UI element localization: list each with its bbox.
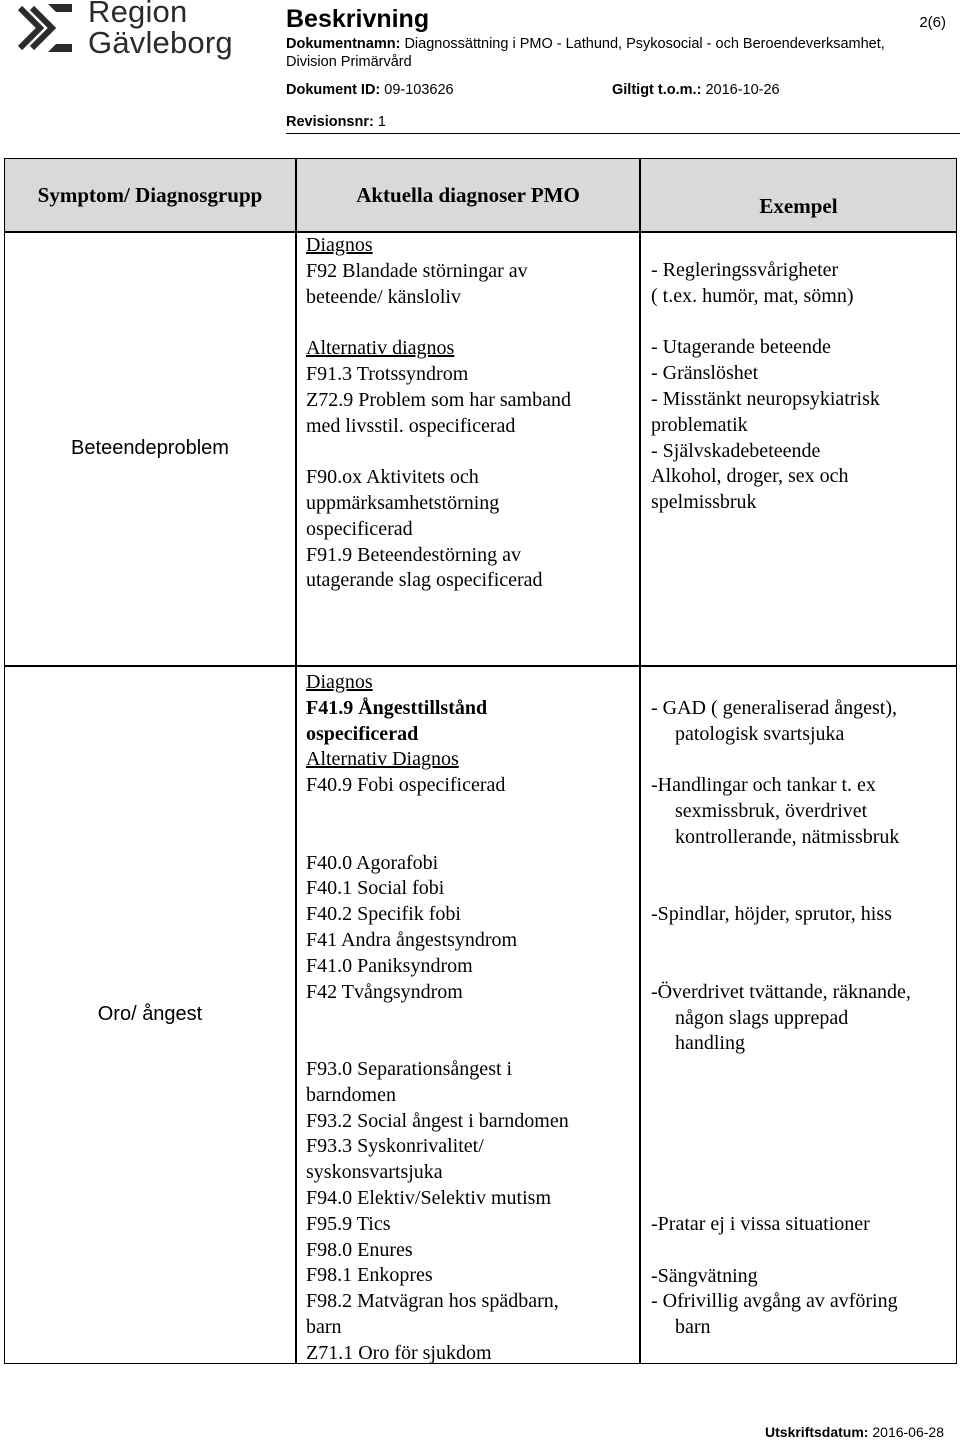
group-anxiety: Oro/ ångest [4,666,296,1364]
print-date-label: Utskriftsdatum: [765,1424,869,1440]
cell-line: spelmissbruk [651,491,757,514]
cell-line: patologisk svartsjuka [675,722,845,745]
row-behaviour-examples [640,232,957,666]
example-list [651,696,956,1341]
cell-line: problematik [651,413,748,436]
cell-line [651,1083,956,1109]
cell-line: syskonsvartsjuka [306,1161,443,1184]
diagnosis-table [4,158,957,1364]
row-behaviour-diagnoses [296,232,640,666]
cell-line: F91.3 Trotssyndrom [306,362,469,385]
cell-line [651,1160,956,1186]
page-number: 2(6) [919,14,946,31]
cell-line: F98.2 Matvägran hos spädbarn, [306,1290,559,1313]
cell-line: - Ofrivillig avgång av avföring [651,1290,898,1313]
diagnosis-list [306,670,639,1367]
cell-line: F41.9 Ångesttillstånd [306,696,488,719]
logo-wordmark [88,0,233,58]
cell-line: - Självskadebeteende [651,439,821,462]
cell-line [651,954,956,980]
column-header-examples: Exempel [640,158,957,232]
cell-line: - Regleringssvårigheter [651,259,839,281]
group-behaviour: Beteendeproblem [4,232,296,666]
cell-line [306,439,639,465]
cell-line: F40.9 Fobi ospecificerad [306,774,506,797]
cell-line: - Gränslöshet [651,362,759,385]
cell-line: kontrollerande, nätmissbruk [675,825,900,848]
cell-line [306,310,639,336]
region-logo-mark-icon [18,2,74,54]
cell-line [651,1238,956,1264]
document-id-value: 09-103626 [384,82,454,98]
cell-line: F41 Andra ångestsyndrom [306,928,518,951]
cell-line: F90.ox Aktivitets och [306,466,479,489]
cell-line [651,877,956,903]
revision-value: 1 [377,114,386,130]
print-date [765,1424,944,1440]
cell-line: -Sängvätning [651,1264,758,1287]
cell-line: -Spindlar, höjder, sprutor, hiss [651,903,892,926]
cell-line: någon slags upprepad [675,1006,849,1029]
revision-number [286,114,386,130]
cell-line: F93.3 Syskonrivalitet/ [306,1135,484,1158]
cell-line: F95.9 Tics [306,1212,391,1235]
example-list [651,258,956,516]
cell-line: beteende/ känsloliv [306,285,461,308]
logo-line-1: Region [88,0,188,29]
cell-line: -Överdrivet tvättande, räknande, [651,980,911,1003]
cell-line: ospecificerad [306,722,419,745]
cell-line: F40.1 Social fobi [306,877,445,900]
valid-until [612,82,780,98]
cell-line [651,1057,956,1083]
cell-line [306,1031,639,1057]
cell-line: F94.0 Elektiv/Selektiv mutism [306,1186,551,1209]
cell-line: handling [675,1032,745,1055]
document-id-label: Dokument ID: [286,82,381,98]
cell-line: F41.0 Paniksyndrom [306,954,473,977]
cell-line: Alkohol, droger, sex och [651,465,849,488]
valid-until-value: 2016-10-26 [705,82,780,98]
cell-line [651,1109,956,1135]
document-name-label: Dokumentnamn: [286,36,401,52]
cell-line: Diagnos [306,234,373,256]
cell-line: F98.0 Enures [306,1238,413,1261]
cell-line: - GAD ( generaliserad ångest), [651,697,898,719]
cell-line: F42 Tvångsyndrom [306,980,463,1003]
cell-line: Alternativ diagnos [306,337,455,360]
header-divider [286,133,960,134]
cell-line [651,928,956,954]
logo-line-2: Gävleborg [88,25,233,60]
diagnosis-list [306,233,639,594]
cell-line [306,799,639,825]
document-name-value: Diagnossättning i PMO - Lathund, Psykosocial - och Beroendeverksamhet, Division Primärvård [286,36,885,70]
cell-line: Diagnos [306,671,373,693]
cell-line: Z72.9 Problem som har samband [306,388,571,411]
document-id [286,82,454,98]
cell-line: barndomen [306,1083,396,1106]
cell-line [306,1005,639,1031]
cell-line: F91.9 Beteendestörning av [306,543,521,566]
row-anxiety-examples [640,666,957,1364]
column-header-diagnoses: Aktuella diagnoser PMO [296,158,640,232]
row-anxiety-diagnoses [296,666,640,1364]
cell-line: ( t.ex. humör, mat, sömn) [651,284,854,307]
revision-label: Revisionsnr: [286,114,374,130]
cell-line: -Handlingar och tankar t. ex [651,774,876,797]
cell-line [651,310,956,336]
cell-line: sexmissbruk, överdrivet [675,800,868,823]
print-date-value: 2016-06-28 [872,1424,944,1440]
cell-line: F93.2 Social ångest i barndomen [306,1109,569,1132]
valid-until-label: Giltigt t.o.m.: [612,82,702,98]
cell-line: F93.0 Separationsångest i [306,1057,513,1080]
cell-line [306,825,639,851]
cell-line: F40.0 Agorafobi [306,851,439,874]
cell-line: barn [306,1315,342,1338]
cell-line [651,1135,956,1161]
cell-line: Z71.1 Oro för sjukdom [306,1341,492,1364]
region-logo [18,0,238,62]
cell-line: -Pratar ej i vissa situationer [651,1212,870,1235]
cell-line [651,748,956,774]
cell-line: F98.1 Enkopres [306,1264,433,1287]
cell-line: ospecificerad [306,517,413,540]
cell-line: utagerande slag ospecificerad [306,569,543,592]
cell-line: - Utagerande beteende [651,336,831,359]
cell-line [651,851,956,877]
column-header-symptom: Symptom/ Diagnosgrupp [4,158,296,232]
cell-line: med livsstil. ospecificerad [306,414,516,437]
cell-line: Alternativ Diagnos [306,748,459,771]
cell-line: barn [675,1316,711,1339]
cell-line: F92 Blandade störningar av [306,259,528,282]
cell-line [651,1186,956,1212]
cell-line: F40.2 Specifik fobi [306,903,461,926]
cell-line: uppmärksamhetstörning [306,491,500,514]
document-name [286,35,926,71]
cell-line: - Misstänkt neuropsykiatrisk [651,387,880,410]
document-type: Beskrivning [286,5,430,33]
